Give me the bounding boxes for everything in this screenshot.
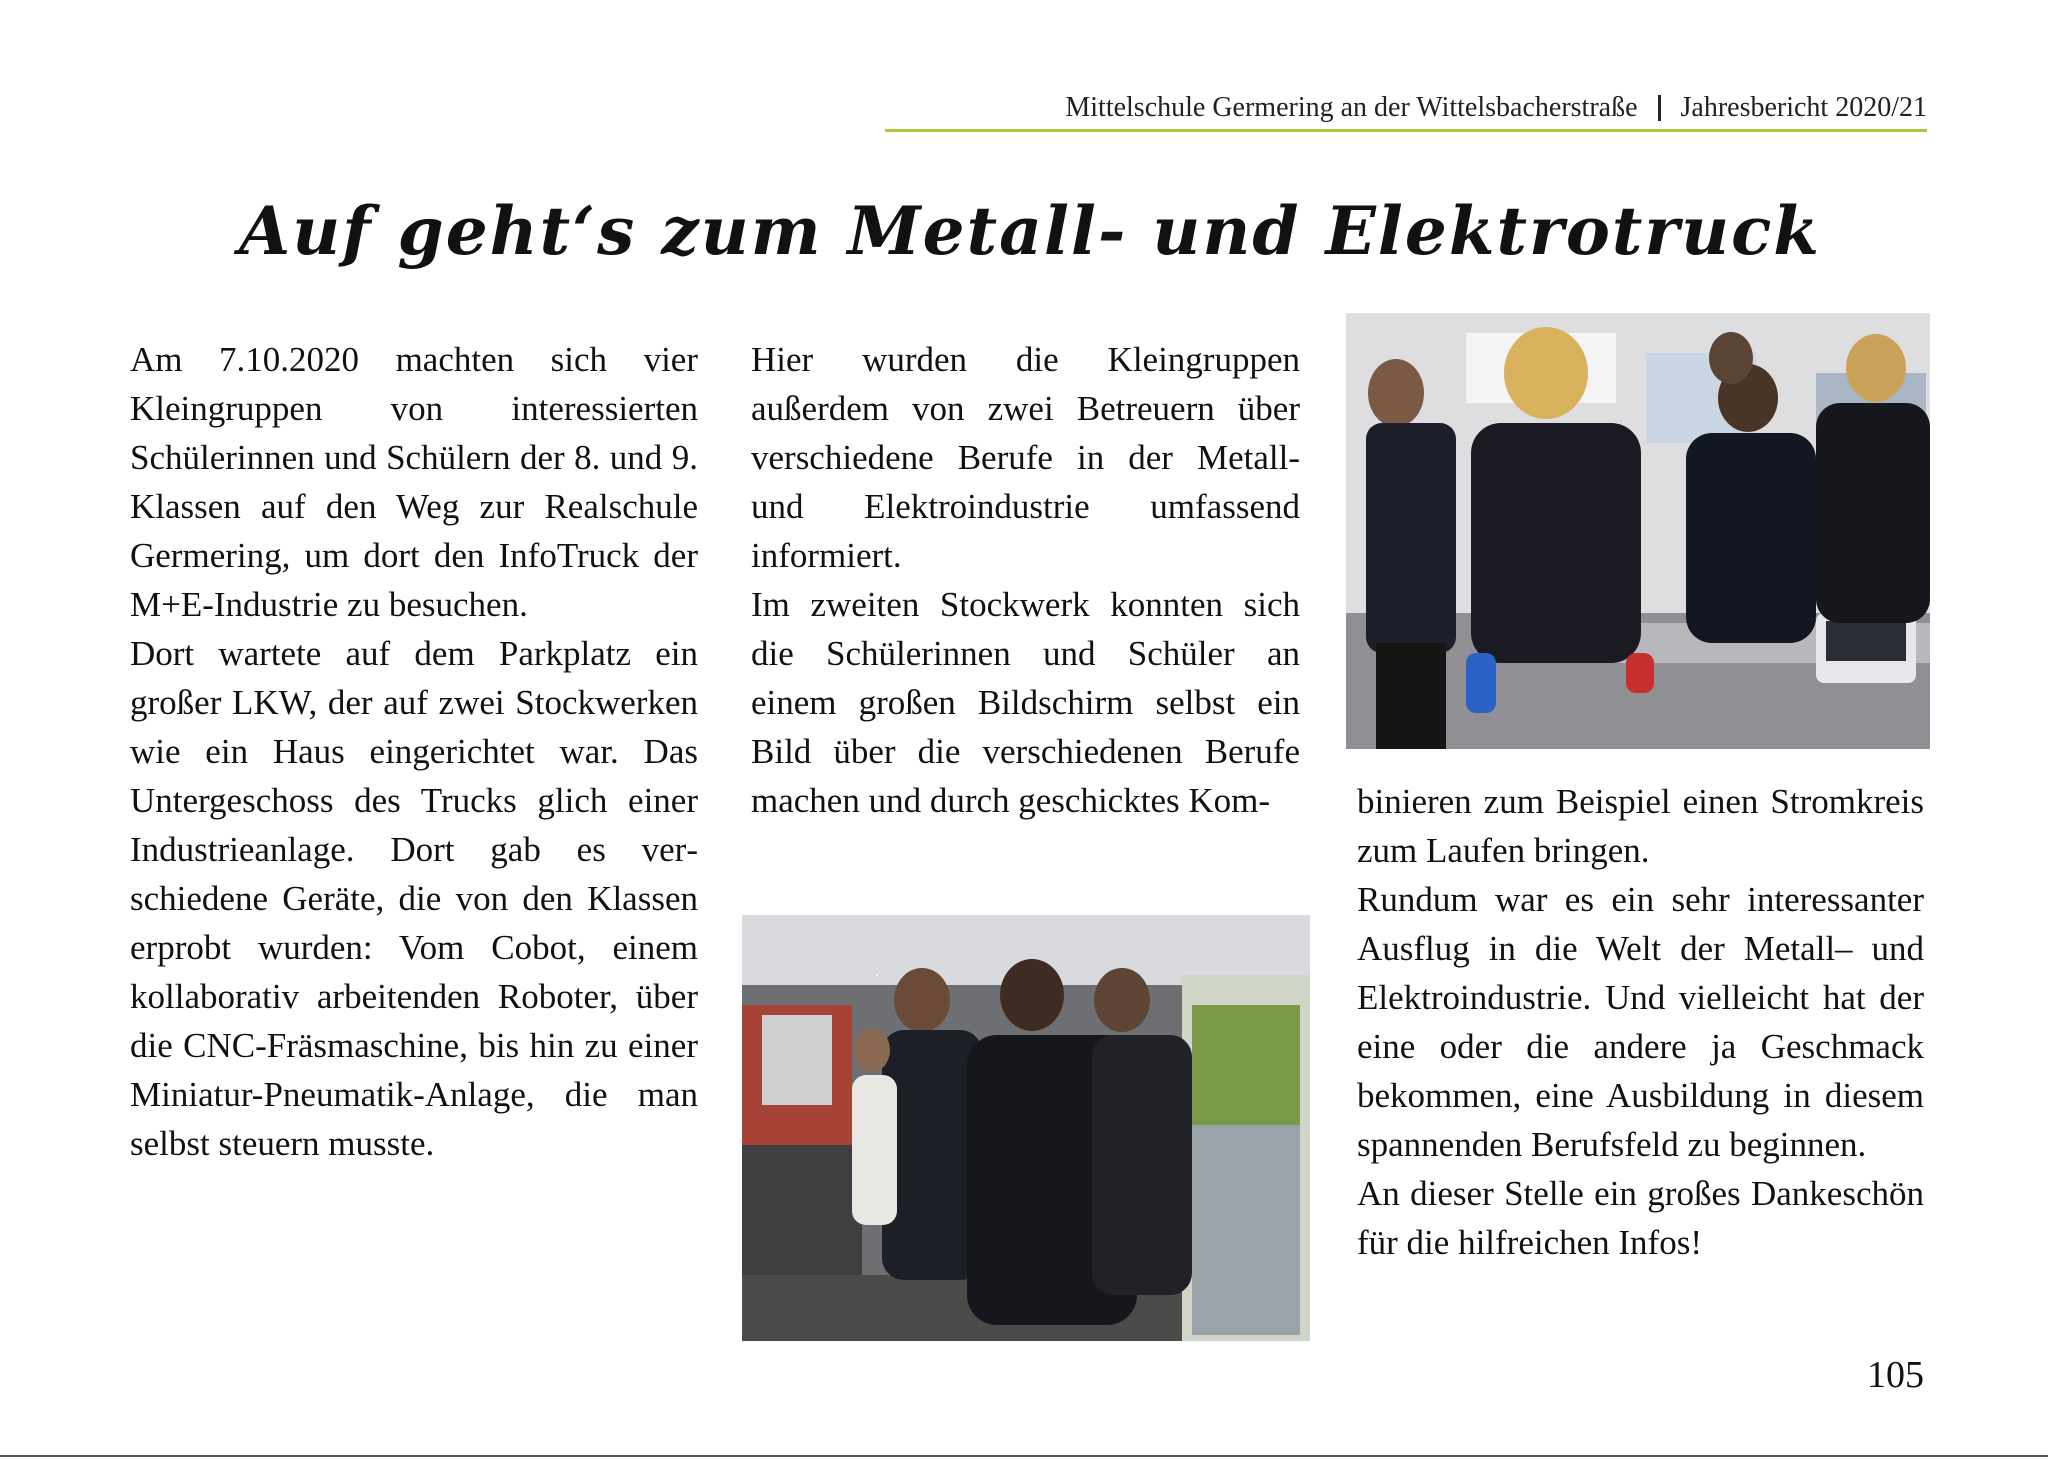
paragraph: Hier wurden die Kleingruppen außerdem von zwei Betreuern über verschiedene Berufe in der Metall- und Elektroindustrie umfassend informiert. <box>751 340 1300 575</box>
header-separator <box>1658 95 1661 121</box>
photo-illustration <box>1346 313 1930 749</box>
header-rule <box>885 129 1927 132</box>
page-bottom-rule <box>0 1455 2048 1457</box>
photo-illustration <box>742 915 1310 1341</box>
paragraph: Am 7.10.2020 machten sich vier Kleingruppen von interessierten Schülerinnen und Schülern der 8. und 9. Klassen auf den Weg zur Realschule Germering, um dort den InfoTruck der M+E-Industrie zu besuchen. <box>130 340 698 624</box>
article-title: Auf geht‘s zum Metall- und Elektrotruck <box>238 192 1821 271</box>
photo-students-at-display <box>1346 313 1930 749</box>
running-header <box>885 88 1927 128</box>
header-school-name: Mittelschule Germering an der Wittelsbacherstraße <box>1065 92 1638 123</box>
text-column-1 <box>130 335 698 1168</box>
paragraph: An dieser Stelle ein großes Dankeschön für die hilfreichen Infos! <box>1357 1174 1924 1262</box>
text-column-2 <box>751 335 1300 825</box>
text-column-3 <box>1357 777 1924 1267</box>
photo-students-in-truck <box>742 915 1310 1341</box>
page-number: 105 <box>1867 1354 1924 1396</box>
header-report-title: Jahresbericht 2020/21 <box>1680 92 1927 123</box>
paragraph: Im zweiten Stockwerk konnten sich die Schülerinnen und Schüler an einem großen Bildschirm selbst ein Bild über die verschiedenen Berufe machen und durch geschicktes Kom- <box>751 585 1300 820</box>
paragraph: binieren zum Beispiel einen Stromkreis zum Laufen bringen. <box>1357 782 1924 870</box>
paragraph: Rundum war es ein sehr interessanter Ausflug in die Welt der Metall– und Elektroindustrie. Und vielleicht hat der eine oder die andere ja Geschmack bekommen, eine Ausbildung in diesem spannenden Berufsfeld zu beginnen. <box>1357 880 1924 1164</box>
paragraph: Dort wartete auf dem Parkplatz ein großer LKW, der auf zwei Stockwerken wie ein Haus eingerichtet war. Das Untergeschoss des Trucks glich einer Industrieanlage. Dort gab es verschiedene Geräte, die von den Klassen erprobt wurden: Vom Cobot, einem kollaborativ arbeitenden Roboter, über die CNC-Fräsmaschine, bis hin zu einer Miniatur-Pneumatik-Anlage, die man selbst steuern musste. <box>130 634 698 1163</box>
